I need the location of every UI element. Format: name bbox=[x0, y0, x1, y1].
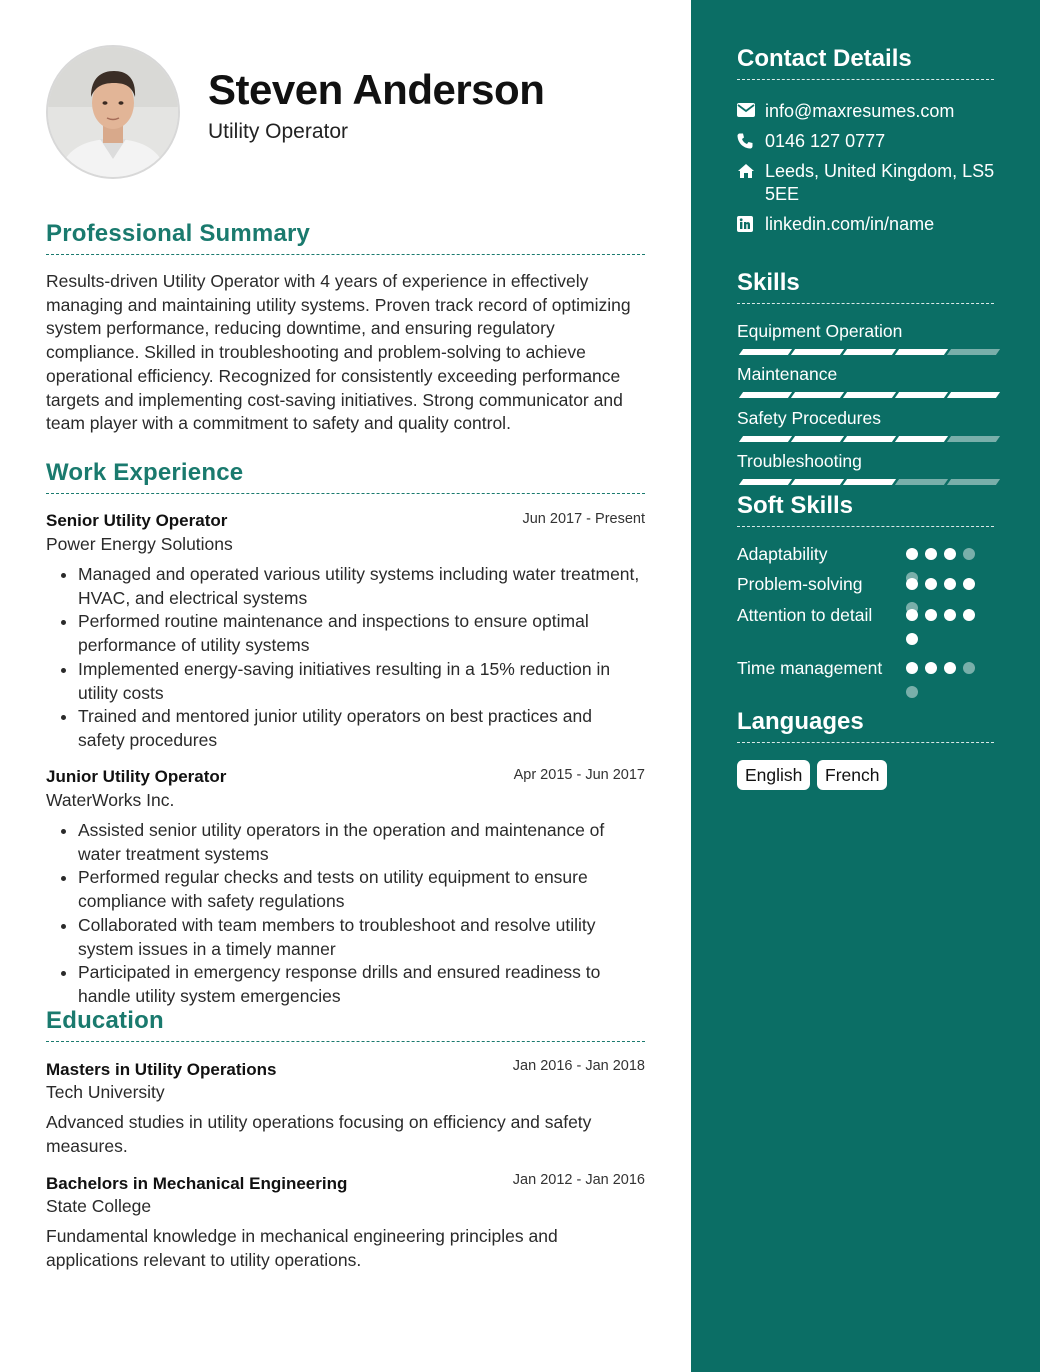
rating-dot-filled bbox=[944, 662, 956, 674]
profile-photo-illustration bbox=[48, 47, 178, 177]
rating-dot-filled bbox=[906, 633, 918, 645]
job-bullet: • Trained and mentored junior utility operators on best practices and safety procedures bbox=[78, 705, 641, 752]
email-text[interactable]: info@maxresumes.com bbox=[765, 101, 955, 121]
contact-phone bbox=[737, 130, 997, 153]
rating-dot-empty bbox=[963, 548, 975, 560]
job-bullet: • Performed routine maintenance and inspections to ensure optimal performance of utility systems bbox=[78, 610, 641, 657]
skill-segment-empty bbox=[947, 436, 1000, 442]
skill-segment-empty bbox=[947, 349, 1000, 355]
skill-segment-filled bbox=[843, 392, 896, 398]
candidate-name: Steven Anderson bbox=[208, 66, 545, 113]
rating-dot-filled bbox=[906, 578, 918, 590]
address-text: Leeds, United Kingdom, LS5 5EE bbox=[765, 161, 995, 204]
rating-dot-filled bbox=[925, 662, 937, 674]
job-dates: Apr 2015 - Jun 2017 bbox=[513, 767, 645, 783]
skill-segment-filled bbox=[895, 436, 948, 442]
degree-dates: Jan 2016 - Jan 2018 bbox=[512, 1058, 645, 1074]
phone-icon bbox=[737, 130, 765, 153]
school-name: Tech University bbox=[46, 1082, 165, 1102]
degree-dates: Jan 2012 - Jan 2016 bbox=[512, 1172, 645, 1188]
school-name: State College bbox=[46, 1196, 152, 1216]
skill-segment-empty bbox=[895, 479, 948, 485]
rating-dot-filled bbox=[944, 578, 956, 590]
degree-title: Masters in Utility Operations bbox=[46, 1060, 277, 1079]
rating-dot-filled bbox=[944, 609, 956, 621]
language-chip: French bbox=[817, 760, 887, 790]
job-dates: Jun 2017 - Present bbox=[522, 511, 645, 527]
envelope-icon bbox=[737, 100, 765, 123]
education-heading: Education bbox=[46, 1007, 645, 1042]
job-company: WaterWorks Inc. bbox=[46, 790, 175, 810]
skill-name: Maintenance bbox=[737, 364, 838, 384]
summary-text: Results-driven Utility Operator with 4 years of experience in effectively managing and maintaining utility systems. Proven track record of optimizing system performance, reducing downtime, and ensuring regulatory compliance. Skilled in troubleshooting and problem-solving to achieve operational efficiency. Recognized for consistently exceeding performance targets and implementing cost-saving initiatives. Strong communicator and team player with a commitment to safety and quality control. bbox=[46, 271, 631, 434]
job-bullets bbox=[46, 819, 641, 1009]
rating-dot-empty bbox=[963, 662, 975, 674]
skill-name: Equipment Operation bbox=[737, 321, 903, 341]
contact-address bbox=[737, 160, 997, 206]
skill-segment-filled bbox=[843, 479, 896, 485]
linkedin-text[interactable]: linkedin.com/in/name bbox=[765, 214, 935, 234]
summary-heading: Professional Summary bbox=[46, 220, 645, 255]
job-company: Power Energy Solutions bbox=[46, 534, 233, 554]
skill-level-bar bbox=[737, 436, 994, 442]
skill-segment-filled bbox=[791, 479, 844, 485]
soft-skill-name: Adaptability bbox=[737, 544, 828, 564]
rating-dot-filled bbox=[944, 548, 956, 560]
experience-heading: Work Experience bbox=[46, 459, 645, 494]
skill-name: Safety Procedures bbox=[737, 408, 881, 428]
degree-title: Bachelors in Mechanical Engineering bbox=[46, 1174, 348, 1193]
job-bullet: • Performed regular checks and tests on utility equipment to ensure compliance with safety regulations bbox=[78, 866, 641, 913]
degree-description: Advanced studies in utility operations focusing on efficiency and safety measures. bbox=[46, 1112, 592, 1156]
job-bullet: • Managed and operated various utility systems including water treatment, HVAC, and electrical systems bbox=[78, 563, 641, 610]
skill-segment-filled bbox=[739, 436, 792, 442]
skill-segment-filled bbox=[791, 349, 844, 355]
job-bullet: • Collaborated with team members to troubleshoot and resolve utility system issues in a timely manner bbox=[78, 914, 641, 961]
profile-photo bbox=[46, 45, 180, 179]
language-chip: English bbox=[737, 760, 810, 790]
rating-dot-filled bbox=[925, 578, 937, 590]
skill-level-bar bbox=[737, 479, 994, 485]
skill-name: Troubleshooting bbox=[737, 451, 862, 471]
contact-linkedin bbox=[737, 213, 997, 236]
degree-description: Fundamental knowledge in mechanical engineering principles and applications relevant to utility operations. bbox=[46, 1226, 558, 1270]
skill-segment-filled bbox=[739, 392, 792, 398]
soft-skill-name: Time management bbox=[737, 658, 883, 678]
skill-segment-filled bbox=[791, 392, 844, 398]
skill-segment-filled bbox=[895, 349, 948, 355]
rating-dot-filled bbox=[963, 609, 975, 621]
skill-segment-filled bbox=[739, 349, 792, 355]
rating-dot-filled bbox=[925, 548, 937, 560]
rating-dot-filled bbox=[963, 578, 975, 590]
rating-dot-filled bbox=[906, 662, 918, 674]
home-icon bbox=[737, 160, 765, 206]
job-bullet: • Assisted senior utility operators in the operation and maintenance of water treatment systems bbox=[78, 819, 641, 866]
job-bullet: • Implemented energy-saving initiatives resulting in a 15% reduction in utility costs bbox=[78, 658, 641, 705]
contact-email bbox=[737, 100, 997, 123]
rating-dot-filled bbox=[906, 548, 918, 560]
job-bullets bbox=[46, 563, 641, 753]
soft-skills-heading: Soft Skills bbox=[737, 492, 994, 527]
skill-segment-empty bbox=[947, 479, 1000, 485]
phone-text[interactable]: 0146 127 0777 bbox=[765, 131, 886, 151]
languages-heading: Languages bbox=[737, 708, 994, 743]
skill-segment-filled bbox=[843, 436, 896, 442]
skill-level-bar bbox=[737, 349, 994, 355]
job-title: Junior Utility Operator bbox=[46, 767, 227, 786]
job-bullet: • Participated in emergency response drills and ensured readiness to handle utility system emergencies bbox=[78, 961, 641, 1008]
rating-dot-filled bbox=[906, 609, 918, 621]
skill-segment-filled bbox=[791, 436, 844, 442]
rating-dot-filled bbox=[925, 609, 937, 621]
skills-heading: Skills bbox=[737, 269, 994, 304]
soft-skill-name: Problem-solving bbox=[737, 574, 863, 594]
candidate-role: Utility Operator bbox=[208, 120, 349, 143]
sidebar bbox=[691, 0, 1040, 1372]
skill-segment-filled bbox=[947, 392, 1000, 398]
soft-skill-name: Attention to detail bbox=[737, 605, 873, 625]
skill-segment-filled bbox=[895, 392, 948, 398]
contact-heading: Contact Details bbox=[737, 45, 994, 80]
job-title: Senior Utility Operator bbox=[46, 511, 228, 530]
skill-segment-filled bbox=[739, 479, 792, 485]
linkedin-icon bbox=[737, 213, 765, 236]
skill-level-bar bbox=[737, 392, 994, 398]
rating-dot-empty bbox=[906, 686, 918, 698]
skill-segment-filled bbox=[843, 349, 896, 355]
